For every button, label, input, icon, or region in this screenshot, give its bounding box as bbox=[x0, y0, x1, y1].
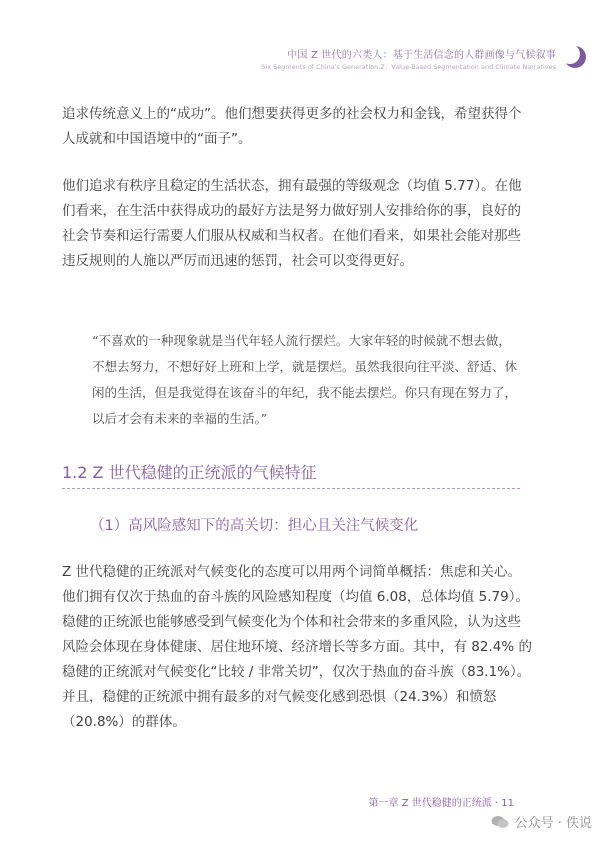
section-heading: 1.2 Z 世代稳健的正统派的气候特征 bbox=[62, 463, 317, 482]
page-header bbox=[72, 44, 592, 84]
page-footer: 第一章 Z 世代稳健的正统派 · 11 bbox=[368, 798, 514, 809]
header-title: 中国 Z 世代的六类人：基于生活信念的人群画像与气候叙事 bbox=[287, 50, 556, 61]
wechat-icon bbox=[491, 815, 509, 829]
watermark-text: 公众号 · 佚说 bbox=[514, 816, 592, 831]
crescent-moon-icon bbox=[562, 44, 588, 70]
subsection-heading: （1）高风险感知下的高关切：担心且关注气候变化 bbox=[90, 518, 419, 534]
section-divider bbox=[62, 488, 520, 489]
interview-quote: “不喜欢的一种现象就是当代年轻人流行摆烂。大家年轻的时候就不想去做，不想去努力，不想好好上班和上学，就是摆烂。虽然我很向往平淡、舒适、休闲的生活，但是我觉得在该奋斗的年纪，我不能去摆烂。你只有现在努力了，以后才会有未来的幸福的生活。” bbox=[92, 333, 518, 426]
paragraph-climate: Z 世代稳健的正统派对气候变化的态度可以用两个词简单概括：焦虑和关心。他们拥有仅次于热血的奋斗族的风险感知程度（均值 6.08，总体均值 5.79）。稳健的正统派也能够感受到气候变化为个体和社会带来的多重风险，认为这些风险会体现在身体健康、居住地环境、经济增长等多方面。其中，有 82.4% 的稳健的正统派对气候变化“比较 / 非常关切”，仅次于热血的奋斗族（83.1%）。并且，稳健的正统派中拥有最多的对气候变化感到恐惧（24.3%）和愤怒（20.8%）的群体。 bbox=[62, 564, 532, 730]
paragraph-success: 追求传统意义上的“成功”。他们想要获得更多的社会权力和金钱，希望获得个人成就和中国语境中的“面子”。 bbox=[62, 106, 522, 147]
header-subtitle: Six Segments of China's Generation Z：Value-Based Segmentation and Climate Narratives bbox=[261, 63, 556, 71]
watermark bbox=[491, 812, 592, 831]
paragraph-order: 他们追求有秩序且稳定的生活状态，拥有最强的等级观念（均值 5.77）。在他们看来，在生活中获得成功的最好方法是努力做好别人安排给你的事，良好的社会节奏和运行需要人们服从权威和当权者。在他们看来，如果社会能对那些违反规则的人施以严厉而迅速的惩罚，社会可以变得更好。 bbox=[62, 178, 522, 269]
